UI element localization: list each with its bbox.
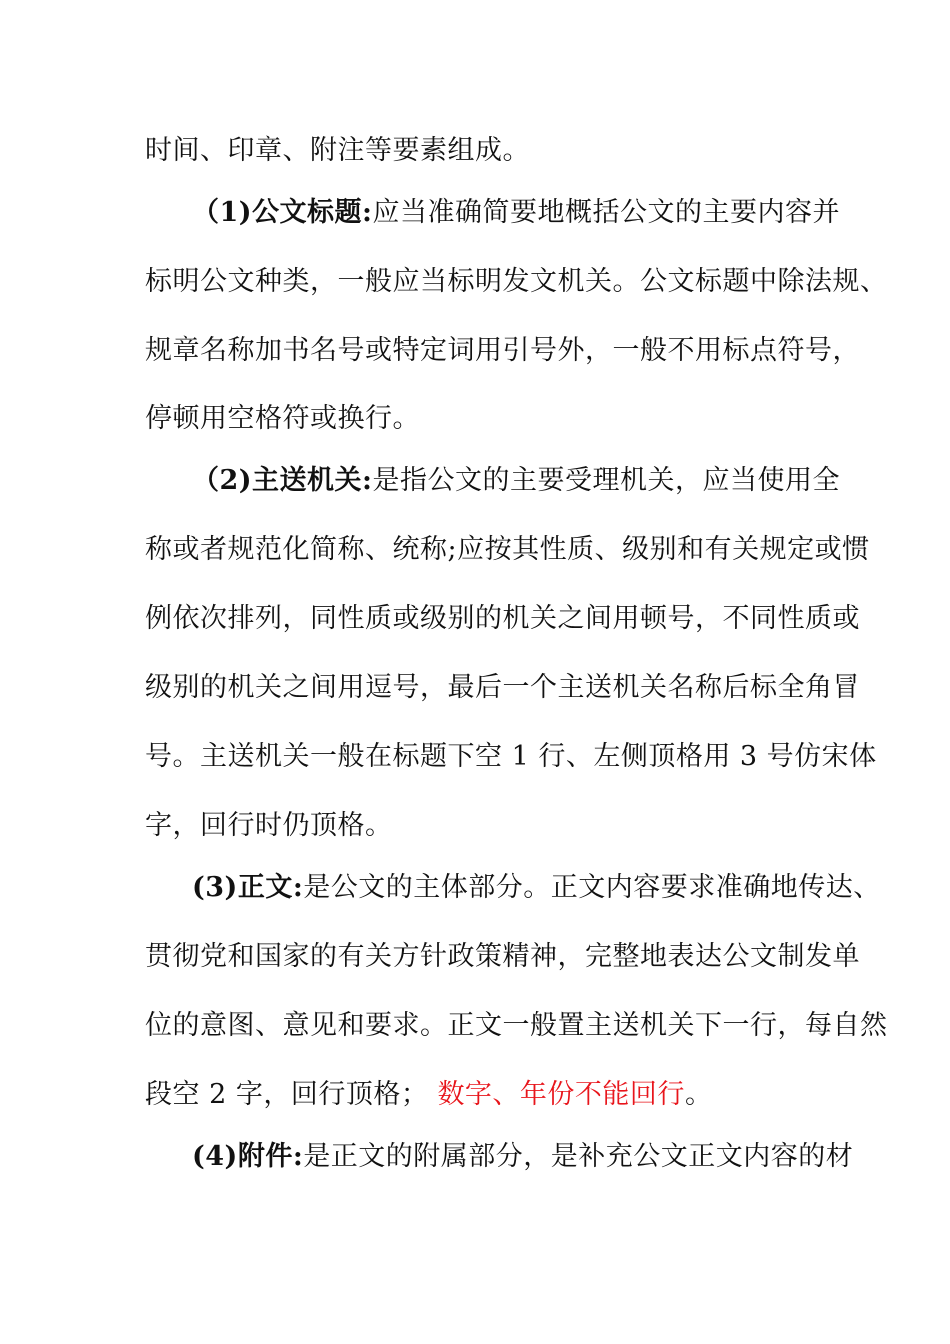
text-line: 规章名称加书名号或特定词用引号外，一般不用标点符号， bbox=[145, 335, 860, 366]
section-label: （1)公文标题: bbox=[192, 197, 373, 228]
text-span: 是公文的主体部分。正文内容要求准确地传达、 bbox=[303, 872, 881, 903]
text-line: 级别的机关之间用逗号，最后一个主送机关名称后标全角冒 bbox=[145, 672, 860, 703]
text-line: 称或者规范化简称、统称;应按其性质、级别和有关规定或惯 bbox=[145, 534, 870, 565]
text-span: 是正文的附属部分，是补充公文正文内容的材 bbox=[303, 1141, 854, 1172]
text-span: 应当准确简要地概括公文的主要内容并 bbox=[372, 197, 841, 228]
text-line bbox=[145, 1077, 815, 1113]
text-line: 标明公文种类，一般应当标明发文机关。公文标题中除法规、 bbox=[145, 266, 888, 297]
text-line: 贯彻党和国家的有关方针政策精神，完整地表达公文制发单 bbox=[145, 941, 860, 972]
text-span: 。 bbox=[684, 1079, 713, 1110]
text-span: 是指公文的主要受理机关，应当使用全 bbox=[372, 465, 841, 496]
text-line: 位的意图、意见和要求。正文一般置主送机关下一行，每自然 bbox=[145, 1010, 888, 1041]
paragraph-attachment-heading bbox=[192, 1139, 854, 1175]
highlighted-warning-text: 数字、年份不能回行 bbox=[437, 1079, 685, 1110]
paragraph-body-heading bbox=[192, 870, 881, 906]
paragraph-recipient-heading bbox=[192, 463, 841, 499]
text-line: 号。主送机关一般在标题下空 1 行、左侧顶格用 3 号仿宋体 bbox=[145, 741, 877, 772]
text-line: 例依次排列，同性质或级别的机关之间用顿号，不同性质或 bbox=[145, 603, 860, 634]
text-line: 字，回行时仍顶格。 bbox=[145, 810, 393, 841]
paragraph-title-heading bbox=[192, 195, 841, 231]
section-label: （2)主送机关: bbox=[192, 465, 373, 496]
section-label: (3)正文: bbox=[192, 872, 304, 903]
text-line: 停顿用空格符或换行。 bbox=[145, 403, 420, 434]
section-label: (4)附件: bbox=[192, 1141, 304, 1172]
text-span: 段空 2 字，回行顶格； bbox=[145, 1079, 429, 1110]
text-line: 时间、印章、附注等要素组成。 bbox=[145, 135, 530, 166]
